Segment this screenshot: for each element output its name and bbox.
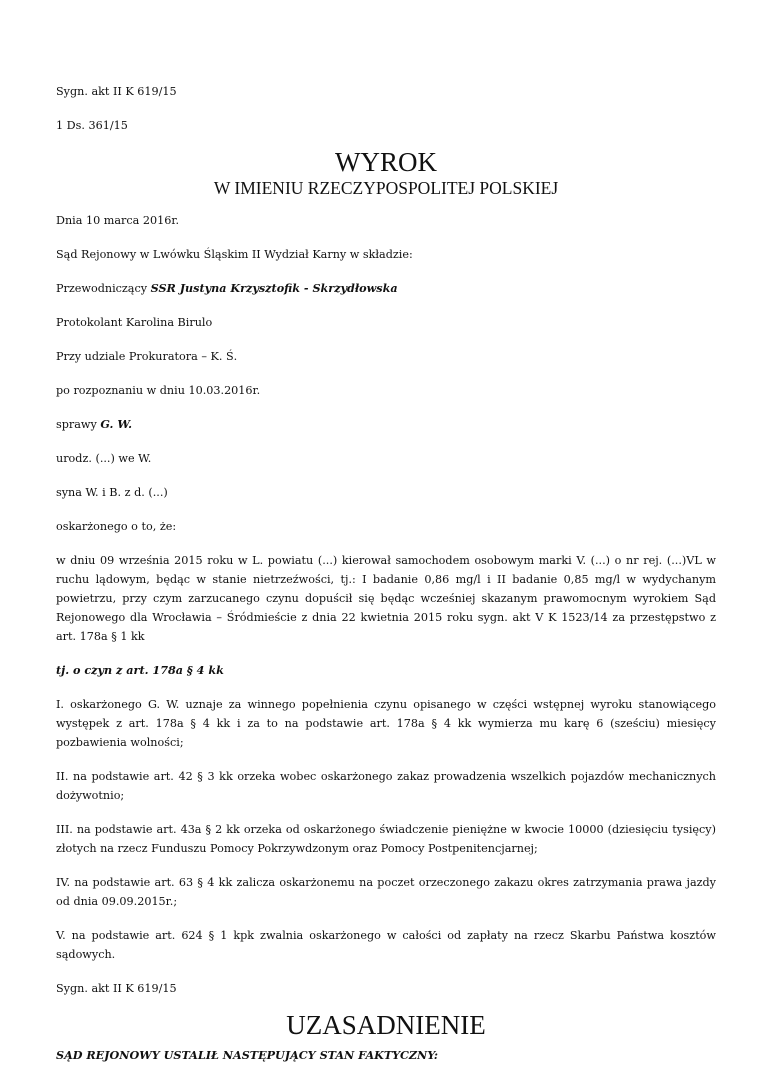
case-party-name: G. W. <box>100 417 133 431</box>
verdict-point: II. na podstawie art. 42 § 3 kk orzeka wobec oskarżonego zakaz prowadzenia wszelkich pojazdów mechanicznych dożywotnio; <box>56 770 716 802</box>
court-composition: Sąd Rejonowy w Lwówku Śląskim II Wydział Karny w składzie: <box>56 248 413 261</box>
justification-signature: Sygn. akt II K 619/15 <box>56 982 177 995</box>
verdict-point: III. na podstawie art. 43a § 2 kk orzeka od oskarżonego świadczenie pieniężne w kwocie 10000 (dziesięciu tysięcy) złotych na rzecz Funduszu Pomocy Pokrzywdzonym oraz Pomocy Postpenitencjarnej; <box>56 823 716 855</box>
prosecutor: Przy udziale Prokuratora – K. Ś. <box>56 350 238 363</box>
justification-heading: SĄD REJONOWY USTALIŁ NASTĘPUJĄCY STAN FAKTYCZNY: <box>56 1048 438 1062</box>
hearing-date: po rozpoznaniu w dniu 10.03.2016r. <box>56 384 261 397</box>
presiding-judge <box>56 279 716 298</box>
presiding-judge-name: SSR Justyna Krzysztofik - Skrzydłowska <box>150 281 398 295</box>
case-signature: Sygn. akt II K 619/15 <box>56 85 177 98</box>
document-page <box>56 82 716 1065</box>
legal-qualification: tj. o czyn z art. 178a § 4 kk <box>56 663 224 677</box>
document-title: WYROK <box>335 147 437 177</box>
court-clerk: Protokolant Karolina Birulo <box>56 316 213 329</box>
justification-title: UZASADNIENIE <box>286 1010 486 1040</box>
charge-description: w dniu 09 września 2015 roku w L. powiatu (...) kierował samochodem osobowym marki V. (...) o nr rej. (...)VL w ruchu lądowym, będąc w stanie nietrzeźwości, tj.: I badanie 0,86 mg/l i II badanie 0,85 mg/l w wydychanym powietrzu, przy czym zarzucanego czynu dopuścił się będąc wcześniej skazanym prawomocnym wyrokiem Sąd Rejonowego dla Wrocławia – Śródmieście z dnia 22 kwietnia 2015 roku sygn. akt V K 1523/14 za przestępstwo z art. 178a § 1 kk <box>56 554 716 643</box>
presiding-judge-label: Przewodniczący <box>56 282 151 295</box>
accusation-intro: oskarżonego o to, że: <box>56 520 177 533</box>
verdict-date: Dnia 10 marca 2016r. <box>56 214 180 227</box>
verdict-point: V. na podstawie art. 624 § 1 kpk zwalnia oskarżonego w całości od zapłaty na rzecz Skarbu Państwa kosztów sądowych. <box>56 929 716 961</box>
document-subtitle: W IMIENIU RZECZYPOSPOLITEJ POLSKIEJ <box>213 178 559 198</box>
verdict-point: I. oskarżonego G. W. uznaje za winnego popełnienia czynu opisanego w części wstępnej wyroku stanowiącego występek z art. 178a § 4 kk i za to na podstawie art. 178a § 4 kk wymierza mu karę 6 (sześciu) miesięcy pozbawienia wolności; <box>56 698 716 749</box>
case-party <box>56 415 716 434</box>
case-party-label: sprawy <box>56 418 101 431</box>
verdict-point: IV. na podstawie art. 63 § 4 kk zalicza oskarżonemu na poczet orzeczonego zakazu okres zatrzymania prawa jazdy od dnia 09.09.2015r.; <box>56 876 716 908</box>
birth-info: urodz. (...) we W. <box>56 452 152 465</box>
parentage-info: syna W. i B. z d. (...) <box>56 486 168 499</box>
prosecution-file-number: 1 Ds. 361/15 <box>56 119 128 132</box>
